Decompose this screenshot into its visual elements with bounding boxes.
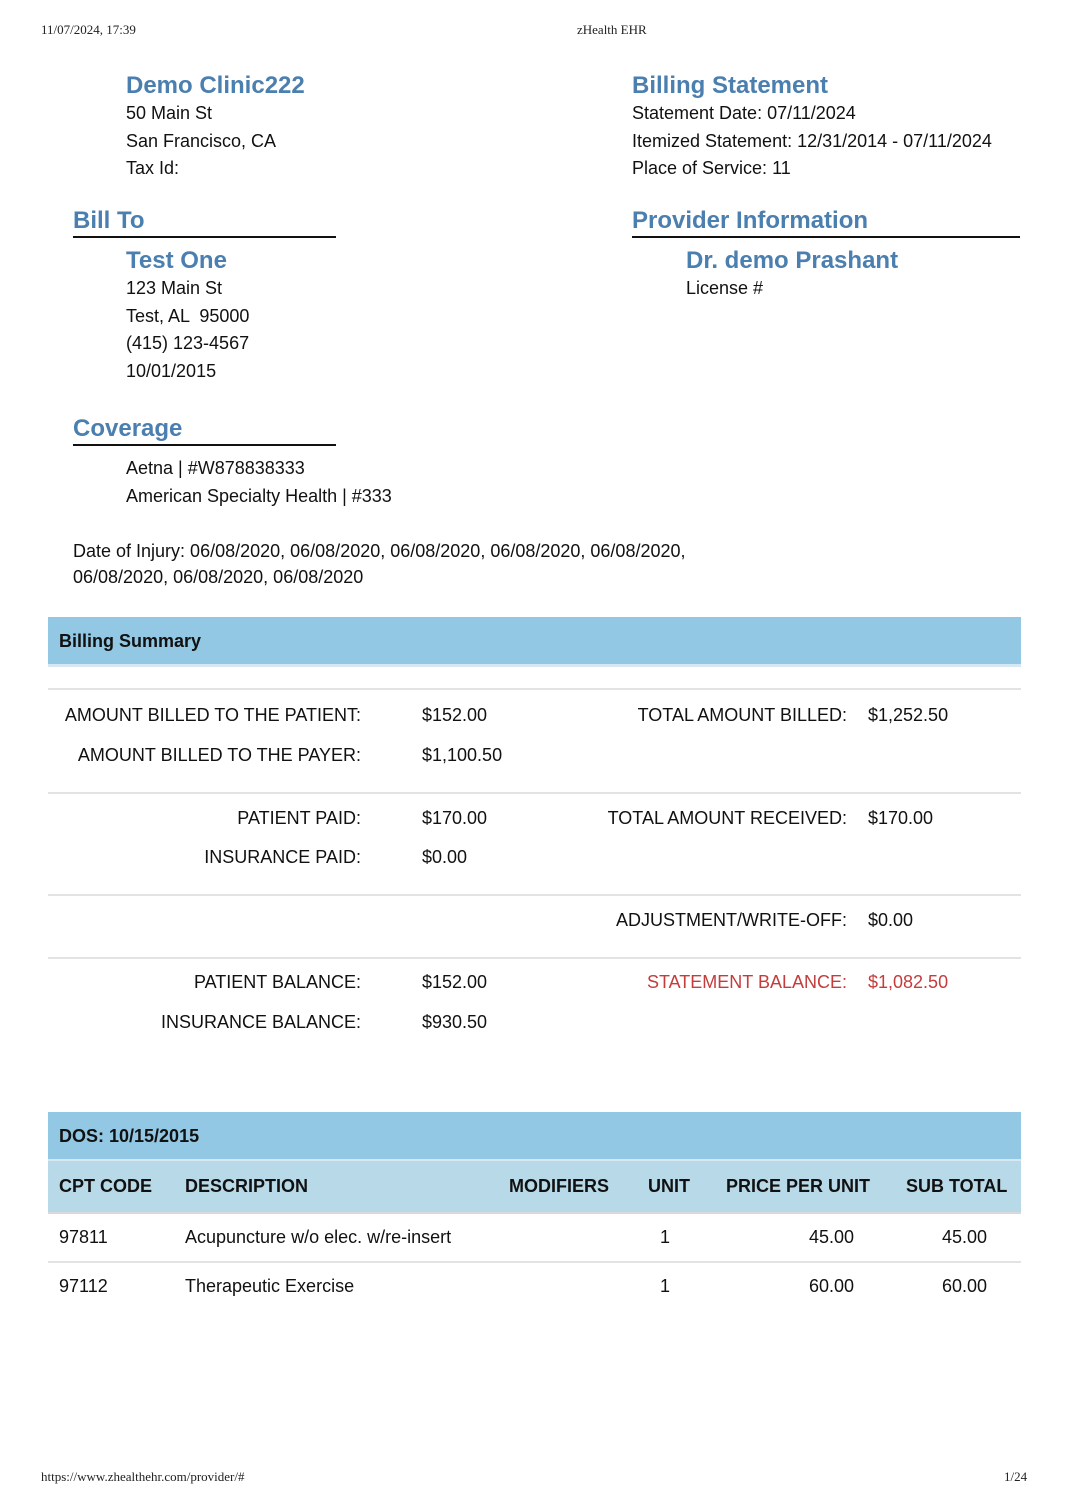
column-header-description: DESCRIPTION (185, 1176, 309, 1196)
clinic-tax-id: Tax Id: (126, 158, 180, 178)
print-datetime: 11/07/2024, 17:39 (41, 22, 136, 37)
total-amount-billed-label: TOTAL AMOUNT BILLED: (637, 705, 847, 725)
clinic-block (126, 72, 305, 183)
itemized-statement: Itemized Statement: 12/31/2014 - 07/11/2024 (632, 130, 992, 151)
patient-name: Test One (126, 247, 227, 274)
date-of-injury (73, 538, 686, 590)
amount-billed-payer-label: AMOUNT BILLED TO THE PAYER: (77, 745, 361, 765)
clinic-name: Demo Clinic222 (126, 72, 305, 99)
statement-balance-label: STATEMENT BALANCE: (646, 972, 847, 992)
statement-block (632, 72, 992, 183)
column-header-price-per-unit: PRICE PER UNIT (726, 1176, 871, 1196)
summary-divider (48, 894, 1021, 896)
coverage-item: Aetna | #W878838333 (126, 458, 305, 478)
insurance-balance-value: $930.50 (422, 1012, 488, 1032)
print-page-number: 1/24 (1004, 1469, 1028, 1484)
insurance-paid-label: INSURANCE PAID: (204, 847, 361, 867)
patient-address-line1: 123 Main St (126, 278, 223, 298)
bill-to-divider (73, 236, 336, 238)
cell-sub-total: 60.00 (941, 1276, 987, 1296)
patient-address-line2: Test, AL 95000 (126, 305, 250, 326)
insurance-paid-value: $0.00 (422, 847, 468, 867)
clinic-address-line1: 50 Main St (126, 103, 213, 123)
patient-paid-value: $170.00 (422, 808, 488, 828)
adjustment-value: $0.00 (868, 910, 914, 930)
print-url: https://www.zhealthehr.com/provider/# (41, 1469, 245, 1484)
provider-block (686, 247, 898, 303)
column-header-unit: UNIT (648, 1176, 690, 1196)
amount-billed-payer-value: $1,100.50 (422, 745, 503, 765)
bill-to-block (126, 247, 249, 385)
summary-divider (48, 792, 1021, 794)
summary-divider (48, 957, 1021, 959)
cell-cpt-code: 97811 (59, 1227, 108, 1247)
patient-paid-label: PATIENT PAID: (237, 808, 361, 828)
amount-billed-patient-label: AMOUNT BILLED TO THE PATIENT: (64, 705, 361, 725)
cell-description: Acupuncture w/o elec. w/re-insert (185, 1227, 452, 1247)
print-page-title: zHealth EHR (577, 22, 647, 37)
table-row (48, 1263, 1021, 1310)
bill-to-heading: Bill To (73, 207, 145, 234)
column-header-modifiers: MODIFIERS (509, 1176, 610, 1196)
cell-unit: 1 (660, 1276, 671, 1296)
statement-date: Statement Date: 07/11/2024 (632, 103, 856, 123)
total-amount-received-value: $170.00 (868, 808, 934, 828)
statement-title: Billing Statement (632, 72, 829, 99)
date-of-injury-line2: 06/08/2020, 06/08/2020, 06/08/2020 (73, 567, 364, 587)
patient-dob: 10/01/2015 (126, 360, 217, 381)
amount-billed-patient-value: $152.00 (422, 705, 488, 725)
cell-unit: 1 (660, 1227, 671, 1247)
cell-sub-total: 45.00 (941, 1227, 987, 1247)
dos-header (48, 1112, 1021, 1162)
billing-summary-title: Billing Summary (59, 631, 202, 651)
patient-phone: (415) 123-4567 (126, 333, 250, 353)
total-amount-billed-value: $1,252.50 (868, 705, 949, 725)
line-items-table-header (48, 1161, 1021, 1213)
coverage-heading: Coverage (73, 415, 183, 442)
clinic-address-line2: San Francisco, CA (126, 130, 277, 151)
patient-balance-label: PATIENT BALANCE: (193, 972, 361, 992)
cell-price-per-unit: 45.00 (808, 1227, 854, 1247)
cell-cpt-code: 97112 (59, 1276, 108, 1296)
provider-heading: Provider Information (632, 207, 869, 234)
provider-divider (632, 236, 1020, 238)
table-row (48, 1214, 1021, 1261)
column-header-cpt-code: CPT CODE (59, 1176, 153, 1196)
dos-title: DOS: 10/15/2015 (59, 1126, 200, 1146)
total-amount-received-label: TOTAL AMOUNT RECEIVED: (607, 808, 847, 828)
cell-description: Therapeutic Exercise (185, 1276, 355, 1296)
provider-name: Dr. demo Prashant (686, 247, 899, 274)
statement-balance-value: $1,082.50 (868, 972, 949, 992)
patient-balance-value: $152.00 (422, 972, 488, 992)
column-header-sub-total: SUB TOTAL (906, 1176, 1008, 1196)
billing-summary-header (48, 617, 1021, 667)
summary-divider (48, 688, 1021, 690)
coverage-list (126, 454, 392, 510)
coverage-divider (73, 444, 336, 446)
insurance-balance-label: INSURANCE BALANCE: (160, 1012, 361, 1032)
provider-license: License # (686, 278, 764, 298)
coverage-item: American Specialty Health | #333 (126, 486, 392, 506)
cell-price-per-unit: 60.00 (808, 1276, 854, 1296)
date-of-injury-line1: Date of Injury: 06/08/2020, 06/08/2020, 06/08/2020, 06/08/2020, 06/08/2020, (73, 541, 686, 561)
adjustment-label: ADJUSTMENT/WRITE-OFF: (616, 910, 847, 930)
place-of-service: Place of Service: 11 (632, 158, 791, 178)
